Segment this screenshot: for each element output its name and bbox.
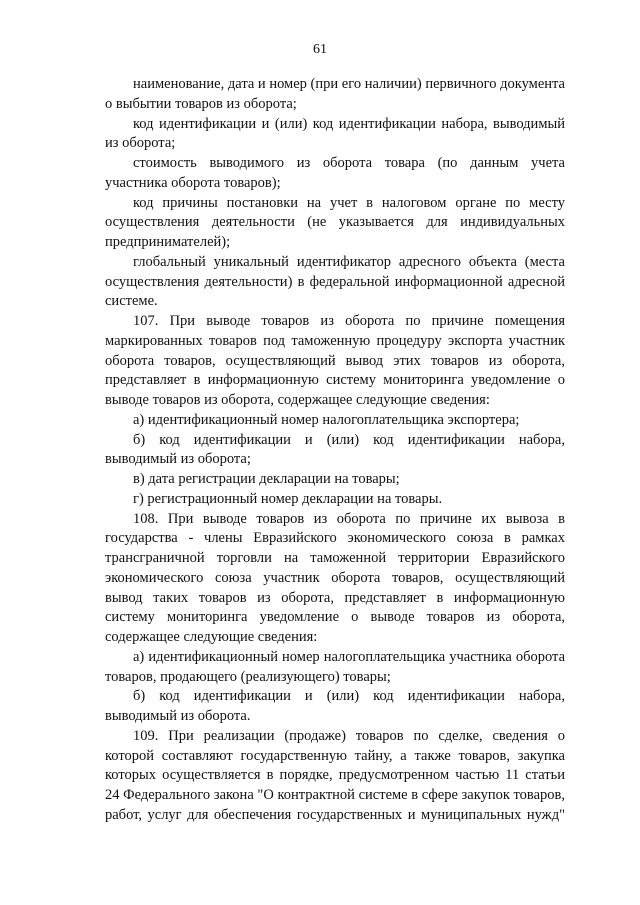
page-number: 61 [313,42,327,57]
paragraph-cost: стоимость выводимого из оборота товара (по данным учета участника оборота товаров); [105,155,565,191]
paragraph-108-b: б) код идентификации и (или) код идентификации набора, выводимый из оборота. [105,688,565,724]
paragraph-109: 109. При реализации (продаже) товаров по сделке, сведения о которой составляют государственную тайну, а также товаров, закупка которых осуществляется в порядке, предусмотренном частью 11 статьи 24 Федерального закона "О контрактной системе в сфере закупок товаров, работ, услуг для обеспечения государственных и муниципальных нужд" [105,727,565,823]
paragraph-address-guid: глобальный уникальный идентификатор адресного объекта (места осуществления деятельности) в федеральной информационной адресной системе. [105,253,565,310]
paragraph-108-a: а) идентификационный номер налогоплательщика участника оборота товаров, продающего (реализующего) товары; [105,648,565,685]
paragraph-108: 108. При выводе товаров из оборота по причине их вывоза в государства - члены Евразийского экономического союза в рамках трансграничной торговли на таможенной территории Евразийского экономического союза участник оборота товаров, осуществляющий вывод таких товаров из оборота, представляет в информационную систему мониторинга уведомление о выводе товаров из оборота, содержащее следующие сведения: [105,510,565,645]
paragraph-107-g: г) регистрационный номер декларации на товары. [133,490,443,507]
paragraph-107-b: б) код идентификации и (или) код идентификации набора, выводимый из оборота; [105,431,565,468]
paragraph-107-a: а) идентификационный номер налогоплательщика экспортера; [133,411,520,428]
paragraph-identification-code: код идентификации и (или) код идентификации набора, выводимый из оборота; [105,115,565,152]
paragraph-document-name: наименование, дата и номер (при его наличии) первичного документа о выбытии товаров из оборота; [105,76,565,112]
paragraph-107: 107. При выводе товаров из оборота по причине помещения маркированных товаров под таможенную процедуру экспорта участник оборота товаров, осуществляющий вывод этих товаров из оборота, представляет в информационную систему мониторинга уведомление о выводе товаров из оборота, содержащее следующие сведения: [105,313,565,408]
paragraph-107-v: в) дата регистрации декларации на товары; [133,471,400,487]
paragraph-kpp-code: код причины постановки на учет в налоговом органе по месту осуществления деятельности (не указывается для индивидуальных предпринимателей); [105,194,565,250]
document-body [105,75,565,826]
